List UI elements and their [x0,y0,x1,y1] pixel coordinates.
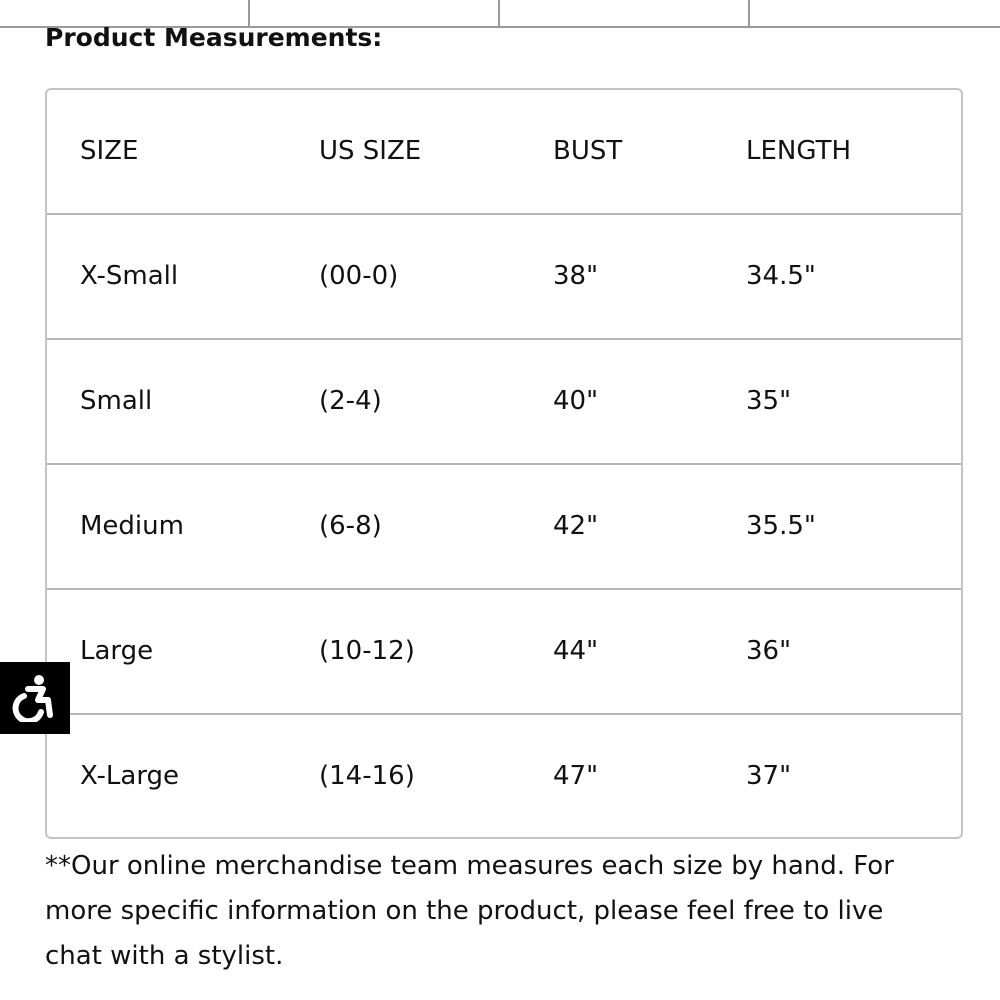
bust-cell: 38" [553,261,599,291]
size-cell: X-Small [80,261,179,291]
section-heading: Product Measurements: [45,23,383,52]
table-row [47,465,961,590]
column-header-length: LENGTH [746,136,852,166]
bust-cell: 44" [553,636,599,666]
length-cell: 35" [746,386,792,416]
us-size-cell: (2-4) [319,386,382,416]
size-cell: Small [80,386,153,416]
measurements-table [45,88,963,839]
length-cell: 37" [746,761,792,791]
us-size-cell: (00-0) [319,261,399,291]
table-header-row [47,90,961,215]
length-cell: 34.5" [746,261,816,291]
bust-cell: 47" [553,761,599,791]
accessibility-button[interactable] [0,662,70,734]
table-row [47,340,961,465]
us-size-cell: (6-8) [319,511,382,541]
previous-table-divider [748,0,750,26]
column-header-size: SIZE [80,136,139,166]
us-size-cell: (14-16) [319,761,415,791]
length-cell: 36" [746,636,792,666]
measurement-note: **Our online merchandise team measures each size by hand. For more specific information on the product, please feel free to live chat with a stylist. [45,851,894,971]
column-header-bust: BUST [553,136,623,166]
us-size-cell: (10-12) [319,636,415,666]
size-cell: Medium [80,511,184,541]
bust-cell: 42" [553,511,599,541]
size-cell: Large [80,636,154,666]
bust-cell: 40" [553,386,599,416]
wheelchair-accessibility-icon [12,674,58,722]
column-header-us-size: US SIZE [319,136,422,166]
table-row [47,215,961,340]
table-row [47,590,961,715]
size-cell: X-Large [80,761,180,791]
length-cell: 35.5" [746,511,816,541]
table-row [47,715,961,839]
previous-table-divider [498,0,500,26]
